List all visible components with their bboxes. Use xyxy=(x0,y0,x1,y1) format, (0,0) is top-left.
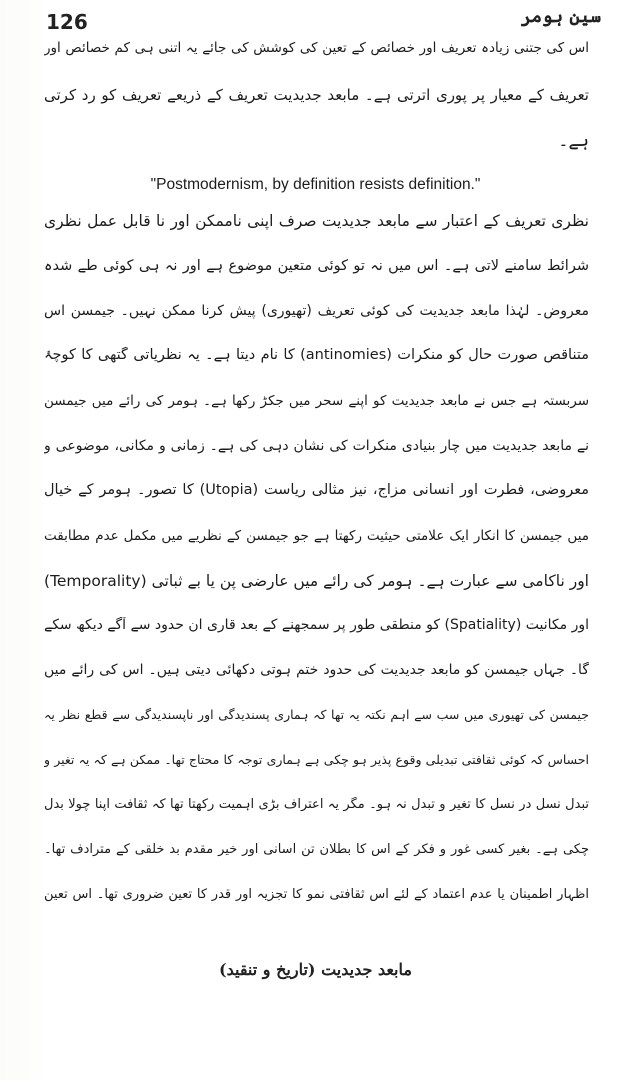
text-line: چکی ہے۔ بغیر کسی غور و فکر کے اس کا بطلان تن آسانی اور خیر مقدم بد خلقی کے مترادف تھا۔ xyxy=(44,842,589,857)
text-line: نے مابعد جدیدیت میں چار بنیادی منکرات کی نشان دہی کی ہے۔ زمانی و مکانی، موضوعی و xyxy=(44,438,589,454)
page-number: 126 xyxy=(46,10,88,34)
running-head: سین ہومر xyxy=(520,6,601,27)
text-line: میں جیمسن کا انکار ایک علامتی حیثیت رکھتا ہے جو جیمسن کے نظریے میں مکمل عدم مطابقت xyxy=(44,528,589,544)
text-line: سربستہ ہے جس نے مابعد جدیدیت کو اپنے سحر میں جکڑ رکھا ہے۔ ہومر کی رائے میں جیمسن xyxy=(44,393,589,409)
page-header xyxy=(40,4,601,38)
footer-book-title: مابعد جدیدیت xyxy=(321,960,412,979)
page-footer xyxy=(0,960,631,979)
text-line: احساس کہ کوئی ثقافتی تبدیلی وقوع پذیر ہو چکی ہے ہماری توجہ کا محتاج تھا۔ ممکن ہے کہ یہ تغیر و xyxy=(44,752,589,767)
text-line: ہے۔ xyxy=(558,131,589,151)
english-quote: "Postmodernism, by definition resists definition." xyxy=(150,176,481,193)
text-line: اور مکانیت (Spatiality) کو منطقی طور پر سمجھنے کے بعد قاری ان حدود سے آگے دیکھ سکے xyxy=(44,617,589,633)
text-line: اظہار اطمینان یا عدم اعتماد کے لئے اس ثقافتی نمو کا تجزیہ اور قدر کا تعین ضروری تھا۔ اس تعین xyxy=(44,887,589,902)
text-line: تعریف کے معیار پر پوری اترتی ہے۔ مابعد جدیدیت تعریف کے ذریعے تعریف کو رد کرتی xyxy=(44,86,589,104)
text-line: اس کی جتنی زیادہ تعریف اور خصائص کے تعین کی کوشش کی جائے یہ اتنی ہی کم خصائص اور xyxy=(44,40,589,56)
text-line: اور ناکامی سے عبارت ہے۔ ہومر کی رائے میں عارضی پن یا بے ثباتی (Temporality) xyxy=(44,572,589,590)
text-line: معروضی، فطرت اور انسانی مزاج، نیز مثالی ریاست (Utopia) کا تصور۔ ہومر کے خیال xyxy=(44,482,589,498)
text-line: تبدل نسل در نسل کا تغیر و تبدل نہ ہو۔ مگر یہ اعتراف بڑی اہمیت رکھتا تھا کہ ثقافت اپنا چولا بدل xyxy=(44,797,589,812)
text-line: شرائط سامنے لاتی ہے۔ اس میں نہ تو کوئی متعین موضوع ہے اور نہ ہی کوئی طے شدہ xyxy=(44,258,589,274)
footer-book-subtitle: (تاریخ و تنقید) xyxy=(219,960,316,979)
text-line: متناقص صورت حال کو منکرات (antinomies) کا نام دیتا ہے۔ یہ نظریاتی گتھی کا کوچۂ xyxy=(44,347,589,363)
text-line: جیمسن کی تھیوری میں سب سے اہم نکتہ یہ تھا کہ ہماری پسندیدگی اور ناپسندیدگی سے قطع نظر یہ xyxy=(44,707,589,722)
text-line: گا۔ جہاں جیمسن کو مابعد جدیدیت کی حدود ختم ہوتی دکھائی دیتی ہیں۔ اس کی رائے میں xyxy=(44,662,589,678)
text-line: معروض۔ لہٰذا مابعد جدیدیت کی کوئی تعریف (تھیوری) پیش کرنا ممکن نہیں۔ جیمسن اس xyxy=(44,303,589,319)
text-line: نظری تعریف کے اعتبار سے مابعد جدیدیت صرف اپنی ناممکن اور نا قابل عمل نظری xyxy=(44,212,589,230)
